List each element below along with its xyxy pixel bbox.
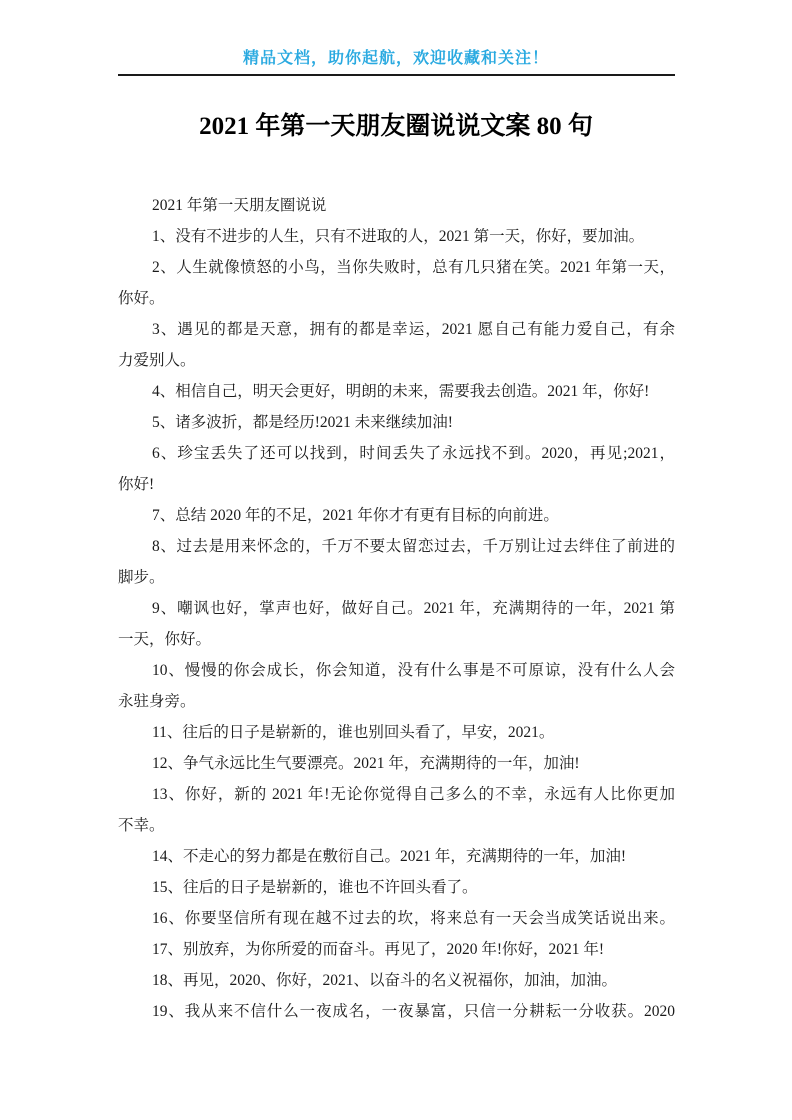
document-line: 5、诸多波折，都是经历!2021 未来继续加油! (152, 414, 453, 431)
document-line: 一天，你好。 (118, 631, 212, 648)
document-line: 2、人生就像愤怒的小鸟，当你失败时，总有几只猪在笑。2021 年第一天， (152, 259, 675, 276)
document-line: 不幸。 (118, 817, 165, 834)
document-line: 8、过去是用来怀念的，千万不要太留恋过去，千万别让过去绊住了前进的 (152, 538, 675, 555)
document-line: 永驻身旁。 (118, 693, 196, 710)
document-line: 11、往后的日子是崭新的，谁也别回头看了，早安，2021。 (152, 724, 555, 741)
document-line: 16、你要坚信所有现在越不过去的坎，将来总有一天会当成笑话说出来。 (152, 910, 675, 927)
header-divider (118, 74, 675, 76)
document-line: 2021 年第一天朋友圈说说 (152, 197, 327, 214)
document-line: 19、我从来不信什么一夜成名，一夜暴富，只信一分耕耘一分收获。2020 (152, 1003, 675, 1020)
page-title: 2021 年第一天朋友圈说说文案 80 句 (199, 113, 593, 140)
document-line: 7、总结 2020 年的不足，2021 年你才有更有目标的向前进。 (152, 507, 559, 524)
document-line: 18、再见，2020、你好，2021、以奋斗的名义祝福你，加油，加油。 (152, 972, 618, 989)
document-line: 你好。 (118, 290, 165, 307)
document-line: 脚步。 (118, 569, 165, 586)
document-line: 12、争气永远比生气要漂亮。2021 年，充满期待的一年，加油! (152, 755, 580, 772)
document-line: 15、往后的日子是崭新的，谁也不许回头看了。 (152, 879, 478, 896)
document-line: 1、没有不进步的人生，只有不进取的人，2021 第一天，你好，要加油。 (152, 228, 645, 245)
document-line: 力爱别人。 (118, 352, 196, 369)
document-line: 4、相信自己，明天会更好，明朗的未来，需要我去创造。2021 年，你好! (152, 383, 650, 400)
document-line: 14、不走心的努力都是在敷衍自己。2021 年，充满期待的一年，加油! (152, 848, 627, 865)
document-line: 9、嘲讽也好，掌声也好，做好自己。2021 年，充满期待的一年，2021 第 (152, 600, 675, 617)
header-slogan: 精品文档，助你起航，欢迎收藏和关注！ (242, 50, 549, 67)
document-line: 17、别放弃，为你所爱的而奋斗。再见了，2020 年!你好，2021 年! (152, 941, 605, 958)
document-line: 你好! (118, 476, 155, 493)
document-line: 6、珍宝丢失了还可以找到，时间丢失了永远找不到。2020，再见;2021， (152, 445, 675, 462)
document-body (118, 190, 675, 1027)
document-line: 13、你好，新的 2021 年!无论你觉得自己多么的不幸，永远有人比你更加 (152, 786, 675, 803)
document-line: 10、慢慢的你会成长，你会知道，没有什么事是不可原谅，没有什么人会 (152, 662, 675, 679)
document-line: 3、遇见的都是天意，拥有的都是幸运，2021 愿自己有能力爱自己，有余 (152, 321, 675, 338)
